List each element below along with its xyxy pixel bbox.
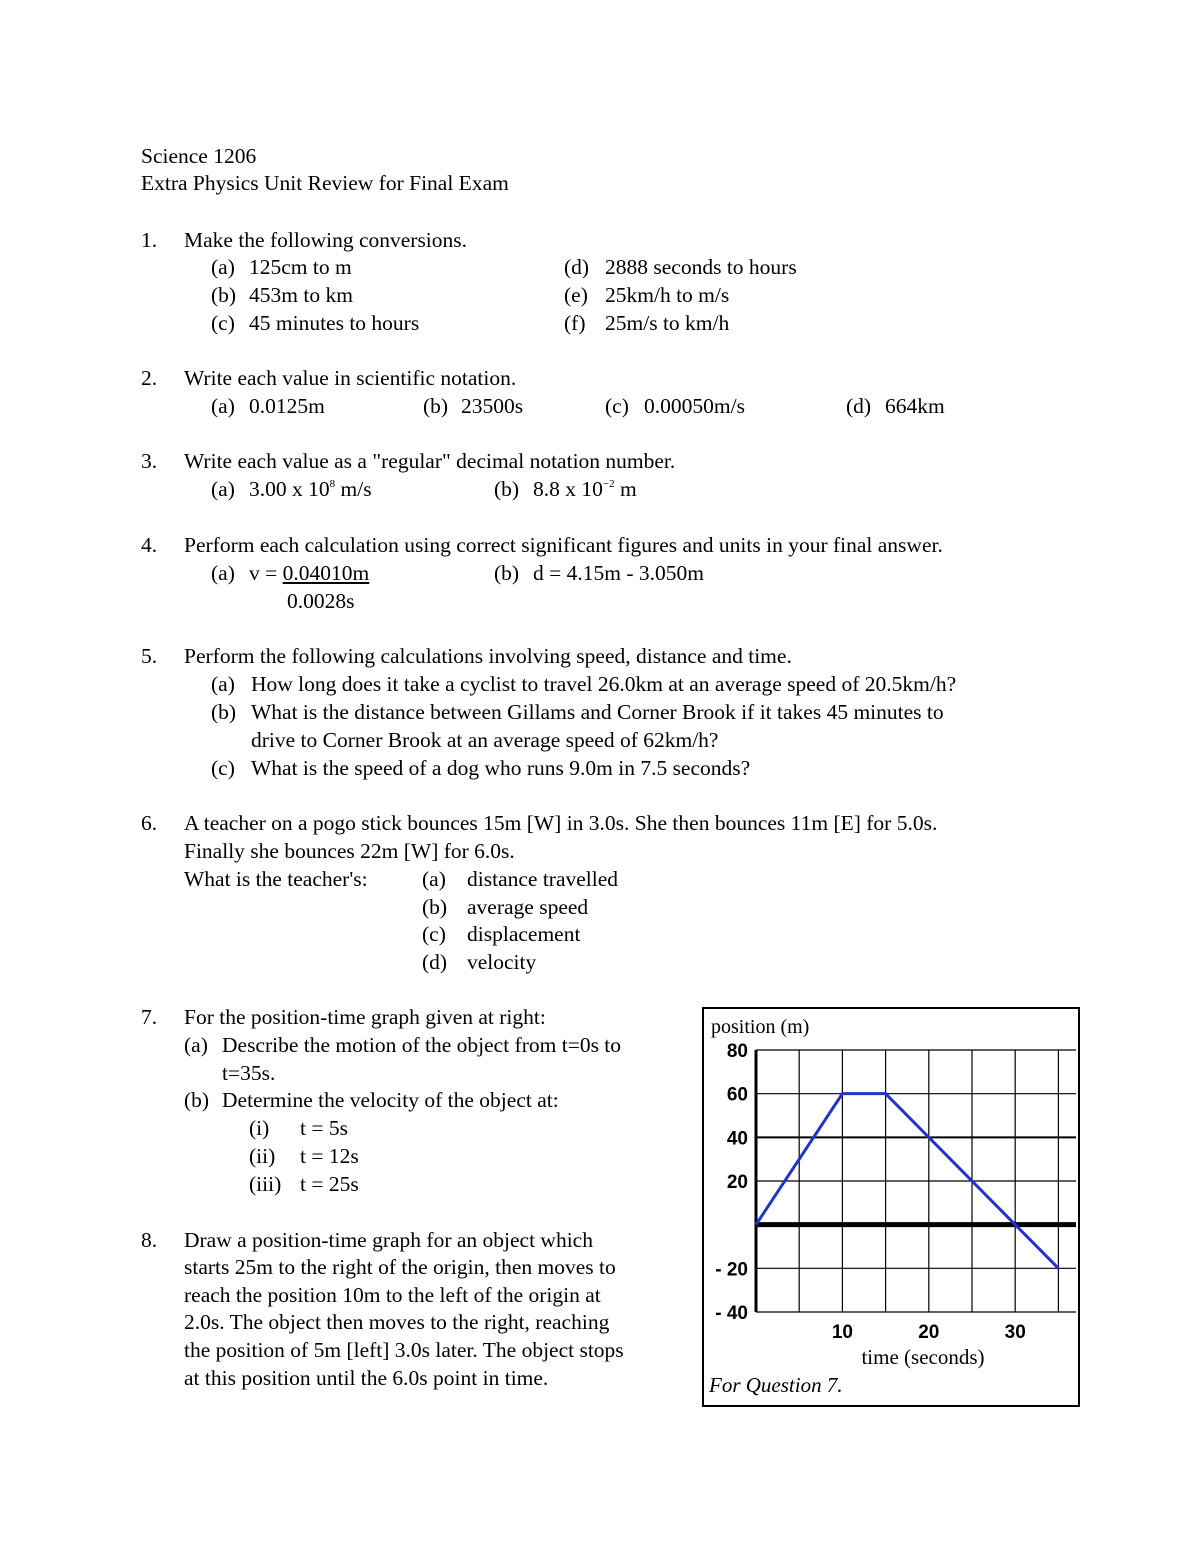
question-text: the position of 5m [left] 3.0s later. The object stops (184, 1338, 624, 1362)
question-text: A teacher on a pogo stick bounces 15m [W] in 3.0s. She then bounces 11m [E] for 5.0s. (184, 811, 938, 835)
graph-caption: For Question 7. (709, 1373, 843, 1397)
question-number: 8. (141, 1228, 158, 1252)
part-label: (d) (422, 950, 448, 974)
page-title: Extra Physics Unit Review for Final Exam (141, 171, 509, 195)
part-text: 2888 seconds to hours (605, 255, 797, 279)
y-tick-label: 20 (726, 1172, 748, 1193)
part-label: (e) (564, 283, 588, 307)
tick-labels (715, 1041, 1026, 1343)
part-label: (b) (211, 283, 237, 307)
fraction-denominator: 0.0028s (287, 589, 355, 613)
part-text: 8.8 x $10^{-2}$ m (533, 477, 637, 501)
part-text: 664km (885, 394, 945, 418)
part-text: 453m to km (249, 283, 353, 307)
part-label: (a) (211, 255, 235, 279)
x-tick-label: 30 (1004, 1322, 1026, 1343)
question-prompt: Perform the following calculations involving speed, distance and time. (184, 644, 792, 668)
part-label: (a) (211, 477, 235, 501)
subpart-text: t = 25s (300, 1172, 359, 1196)
part-label: (c) (211, 756, 235, 780)
part-text: What is the speed of a dog who runs 9.0m in 7.5 seconds? (251, 756, 751, 780)
part-text: How long does it take a cyclist to travel 26.0km at an average speed of 20.5km/h? (251, 672, 957, 696)
y-tick-label: 60 (726, 1084, 748, 1106)
part-text: 25m/s to km/h (605, 311, 730, 335)
question-text: Finally she bounces 22m [W] for 6.0s. (184, 839, 515, 863)
part-label: (a) (422, 867, 446, 891)
part-label: (b) (423, 394, 449, 418)
subpart-label: (ii) (249, 1144, 276, 1168)
part-text: 23500s (461, 394, 524, 418)
part-text: 0.00050m/s (644, 394, 745, 418)
part-text: distance travelled (467, 867, 619, 891)
question-text: 2.0s. The object then moves to the right, reaching (184, 1310, 610, 1334)
part-label: (c) (211, 311, 235, 335)
part-text: 3.00 x $10^8$ m/s (249, 477, 372, 501)
y-tick-label: - 40 (715, 1303, 748, 1324)
question-number: 7. (141, 1005, 158, 1029)
part-label: (b) (422, 895, 448, 919)
part-label: (c) (605, 394, 629, 418)
position-time-graph (702, 1007, 1080, 1407)
question-text: reach the position 10m to the left of the origin at (184, 1283, 601, 1307)
question-prompt: Write each value as a "regular" decimal notation number. (184, 449, 676, 473)
part-text-continued: drive to Corner Brook at an average speed of 62km/h? (251, 728, 719, 752)
part-label: (a) (211, 561, 235, 585)
x-tick-label: 10 (831, 1322, 853, 1343)
course-title: Science 1206 (141, 144, 257, 168)
subpart-label: (i) (249, 1116, 270, 1140)
part-text: Determine the velocity of the object at: (222, 1088, 559, 1112)
part-text: average speed (467, 895, 589, 919)
question-number: 5. (141, 644, 158, 668)
x-axis-label: time (seconds) (861, 1345, 985, 1369)
question-text: Draw a position-time graph for an object which (184, 1228, 593, 1252)
question-number: 4. (141, 533, 158, 557)
subpart-text: t = 12s (300, 1144, 359, 1168)
part-label: (a) (211, 394, 235, 418)
part-label: (c) (422, 922, 446, 946)
question-prompt: For the position-time graph given at right: (184, 1005, 546, 1029)
question-number: 6. (141, 811, 158, 835)
graph-svg (704, 1009, 1078, 1405)
question-number: 2. (141, 366, 158, 390)
question-text: at this position until the 6.0s point in time. (184, 1366, 549, 1390)
question-text: starts 25m to the right of the origin, then moves to (184, 1255, 616, 1279)
fraction-expression: v = 0.04010m (249, 561, 370, 585)
graph-title: position (m) (711, 1016, 810, 1038)
part-label: (a) (184, 1033, 208, 1057)
question-prompt: Make the following conversions. (184, 228, 468, 252)
question-number: 1. (141, 228, 158, 252)
question-lead: What is the teacher's: (184, 867, 368, 891)
subpart-label: (iii) (249, 1172, 282, 1196)
part-text: What is the distance between Gillams and Corner Brook if it takes 45 minutes to (251, 700, 944, 724)
part-label: (a) (211, 672, 235, 696)
subpart-text: t = 5s (300, 1116, 348, 1140)
part-label: (f) (564, 311, 586, 335)
question-prompt: Write each value in scientific notation. (184, 366, 517, 390)
part-text: velocity (467, 950, 537, 974)
question-prompt: Perform each calculation using correct significant figures and units in your final answer. (184, 533, 943, 557)
y-tick-label: 40 (726, 1128, 748, 1150)
y-tick-label: - 20 (715, 1259, 748, 1281)
part-label: (b) (494, 561, 520, 585)
part-text: 45 minutes to hours (249, 311, 420, 335)
x-tick-label: 20 (918, 1322, 940, 1343)
part-label: (b) (211, 700, 237, 724)
part-label: (b) (494, 477, 520, 501)
y-tick-label: 80 (726, 1041, 748, 1062)
part-text: displacement (467, 922, 581, 946)
part-text: 25km/h to m/s (605, 283, 730, 307)
part-label: (b) (184, 1088, 210, 1112)
part-text: Describe the motion of the object from t=0s to (222, 1033, 622, 1057)
part-text-continued: t=35s. (222, 1061, 276, 1085)
part-label: (d) (846, 394, 872, 418)
part-text: 0.0125m (249, 394, 325, 418)
question-number: 3. (141, 449, 158, 473)
part-text: 125cm to m (249, 255, 352, 279)
grid (756, 1050, 1076, 1312)
part-text: d = 4.15m - 3.050m (533, 561, 704, 585)
part-label: (d) (564, 255, 590, 279)
